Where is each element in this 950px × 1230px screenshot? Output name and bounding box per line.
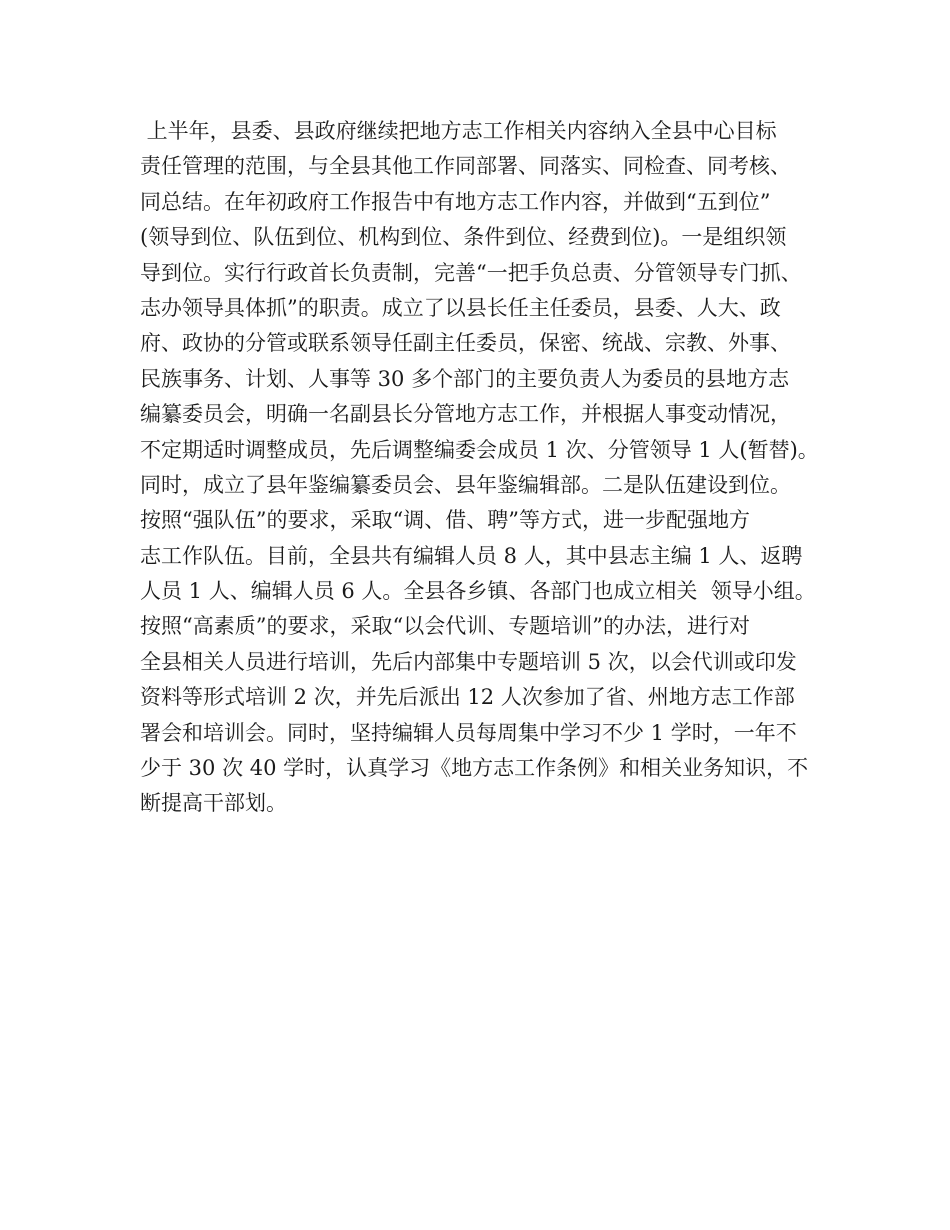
- text-line: 导到位。实行行政首长负责制，完善“一把手负总责、分管领导专门抓、: [140, 260, 802, 285]
- text-line: 上半年，县委、县政府继续把地方志工作相关内容纳入全县中心目标: [140, 119, 777, 143]
- text-line: 人员 1 人、编辑人员 6 人。全县各乡镇、各部门也成立相关 领导小组。: [140, 579, 816, 604]
- text-line: 按照“强队伍”的要求，采取“调、借、聘”等方式，进一步配强地方: [140, 508, 750, 533]
- text-line: 府、政协的分管或联系领导任副主任委员，保密、统战、宗教、外事、: [140, 331, 791, 356]
- text-line: 断提高干部划。: [140, 791, 287, 816]
- text-line: 资料等形式培训 2 次，并先后派出 12 人次参加了省、州地方志工作部: [140, 685, 795, 710]
- text-line: 署会和培训会。同时，坚持编辑人员每周集中学习不少 1 学时，一年不: [140, 720, 797, 745]
- text-line: 少于 30 次 40 学时，认真学习《地方志工作条例》和相关业务知识，不: [140, 756, 809, 781]
- text-line: 编纂委员会，明确一名副县长分管地方志工作，并根据人事变动情况，: [140, 402, 791, 427]
- text-line: 同时，成立了县年鉴编纂委员会、县年鉴编辑部。二是队伍建设到位。: [140, 472, 791, 497]
- text-line: 志办领导具体抓”的职责。成立了以县长任主任委员，县委、人大、政: [140, 295, 781, 320]
- body-paragraph: [140, 114, 840, 822]
- text-line: 不定期适时调整成员，先后调整编委会成员 1 次、分管领导 1 人(暂替)。: [140, 437, 819, 462]
- text-line: 责任管理的范围，与全县其他工作同部署、同落实、同检查、同考核、: [140, 154, 791, 179]
- text-line: (领导到位、队伍到位、机构到位、条件到位、经费到位)。一是组织领: [140, 225, 787, 250]
- text-line: 民族事务、计划、人事等 30 多个部门的主要负责人为委员的县地方志: [140, 366, 790, 391]
- text-line: 全县相关人员进行培训，先后内部集中专题培训 5 次，以会代训或印发: [140, 649, 797, 674]
- text-line: 按照“高素质”的要求，采取“以会代训、专题培训”的办法，进行对: [140, 614, 750, 639]
- text-line: 同总结。在年初政府工作报告中有地方志工作内容，并做到“五到位”: [140, 189, 771, 214]
- text-line: 志工作队伍。目前，全县共有编辑人员 8 人，其中县志主编 1 人、返聘: [140, 543, 803, 568]
